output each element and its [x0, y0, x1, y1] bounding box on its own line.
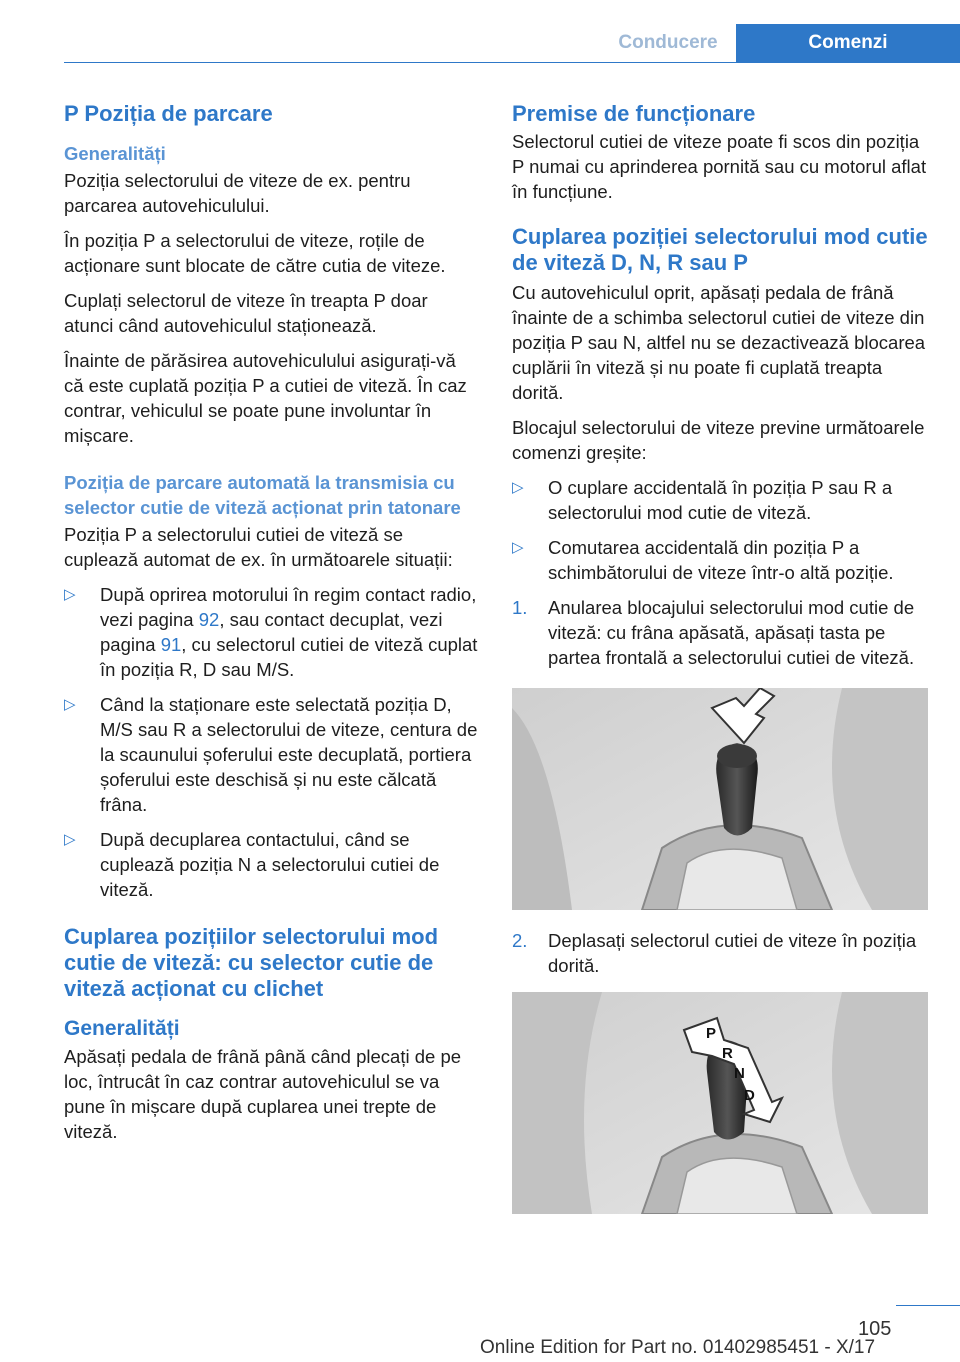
- section-title-manual: Cuplarea pozițiilor selectorului mod cutie de viteză: cu selector cutie de viteză acționat cu clichet: [64, 924, 439, 1001]
- paragraph: Poziția P a selectorului cutiei de viteză se cuplează automat de ex. în următoarele situații:: [64, 524, 453, 570]
- gear-letter-r: R: [722, 1045, 733, 1062]
- list-item: ▷ O cuplare accidentală în poziția P sau R a selectorului mod cutie de viteză.: [512, 477, 893, 523]
- gear-letter-d: D: [744, 1087, 755, 1104]
- bullet-list-step2: [512, 928, 928, 978]
- section-title-couple: Cuplarea poziției selectorului mod cutie de viteză D, N, R sau P: [512, 224, 928, 275]
- subheading-auto-parking: Poziția de parcare automată la transmisia cu selector cutie de viteză acționat prin tatonare: [64, 472, 461, 518]
- list-item: ▷ După decuplarea contactului, când se cuplează poziția N a selectorului cutiei de viteză.: [64, 829, 440, 900]
- header-rule: [64, 62, 960, 63]
- page-link[interactable]: 92: [198, 609, 220, 630]
- paragraph: Cuplați selectorul de viteze în treapta P doar atunci când autovehiculul staționează.: [64, 290, 428, 336]
- illustration-gear-button: [512, 688, 928, 910]
- left-column: [64, 100, 480, 1154]
- triangle-bullet-icon: ▷: [64, 696, 76, 713]
- header-tabs: [600, 24, 960, 62]
- paragraph: Înainte de părăsirea autovehiculului asigurați-vă că este cuplată poziția P a cutiei de viteză. În caz contrar, vehiculul se poate pune involuntar în mișcare.: [64, 350, 467, 446]
- triangle-bullet-icon: ▷: [512, 539, 524, 556]
- subheading-general: Generalități: [64, 143, 166, 164]
- subheading-manual-general: Generalități: [64, 1017, 180, 1040]
- page-number: 105: [858, 1318, 892, 1340]
- edition-text: Online Edition for Part no. 01402985451 - X/17: [480, 1337, 876, 1358]
- paragraph: Selectorul cutiei de viteze poate fi scos din poziția P numai cu aprinderea pornită sau cu motorul aflat în funcțiune.: [512, 131, 927, 202]
- step-number: 1.: [512, 597, 528, 618]
- paragraph: Apăsați pedala de frână până când plecați de pe loc, întrucât în caz contrar autovehiculul se va pune în mișcare după cuplarea unei trepte de viteză.: [64, 1046, 462, 1142]
- gear-letter-n: N: [734, 1065, 745, 1082]
- triangle-bullet-icon: ▷: [512, 479, 524, 496]
- paragraph: În poziția P a selectorului de viteze, roțile de acționare sunt blocate de către cutia de viteze.: [64, 230, 446, 276]
- triangle-bullet-icon: ▷: [64, 831, 76, 848]
- illustration-gear-positions: [512, 992, 928, 1214]
- step-number: 2.: [512, 930, 528, 951]
- section-title-parking: P Poziția de parcare: [64, 101, 273, 126]
- gear-letter-p: P: [706, 1025, 717, 1042]
- page-link[interactable]: 91: [160, 634, 182, 655]
- list-item: 2. Deplasați selectorul cutiei de viteze în poziția dorită.: [512, 930, 917, 976]
- footer-rule: [896, 1305, 960, 1306]
- bullet-list-auto: [64, 582, 480, 902]
- list-item: ▷ După oprirea motorului în regim contact radio, vezi pagina 92, sau contact decuplat, vezi pagina 91, cu selectorul cutiei de viteză cuplat în poziția R, D sau M/S.: [64, 584, 478, 680]
- tab-conducere[interactable]: Conducere: [600, 24, 736, 62]
- paragraph: Blocajul selectorului de viteze previne următoarele comenzi greșite:: [512, 417, 925, 463]
- paragraph: Poziția selectorului de viteze de ex. pentru parcarea autovehiculului.: [64, 170, 411, 216]
- list-item: 1. Anularea blocajului selectorului mod cutie de viteză: cu frâna apăsată, apăsați tasta pe partea frontală a selectorului cutiei de viteză.: [512, 597, 915, 668]
- right-column: [512, 100, 928, 1232]
- triangle-bullet-icon: ▷: [64, 586, 76, 603]
- list-item: ▷ Când la staționare este selectată poziția D, M/S sau R a selectorului de viteze, centura de la scaunului șoferului este decuplată, portiera șoferului este deschisă și nu este călcată frâna.: [64, 694, 478, 815]
- paragraph: Cu autovehiculul oprit, apăsați pedala de frână înainte de a schimba selectorul cutiei de viteze din poziția P sau N, altfel nu se dezactivează blocarea cuplării în viteză și nu poate fi cuplată treapta dorită.: [512, 282, 926, 403]
- bullet-list-block: [512, 475, 928, 670]
- section-title-premise: Premise de funcționare: [512, 101, 756, 126]
- tab-comenzi[interactable]: Comenzi: [736, 24, 960, 62]
- list-item: ▷ Comutarea accidentală din poziția P a schimbătorului de viteze într-o altă poziție.: [512, 537, 894, 583]
